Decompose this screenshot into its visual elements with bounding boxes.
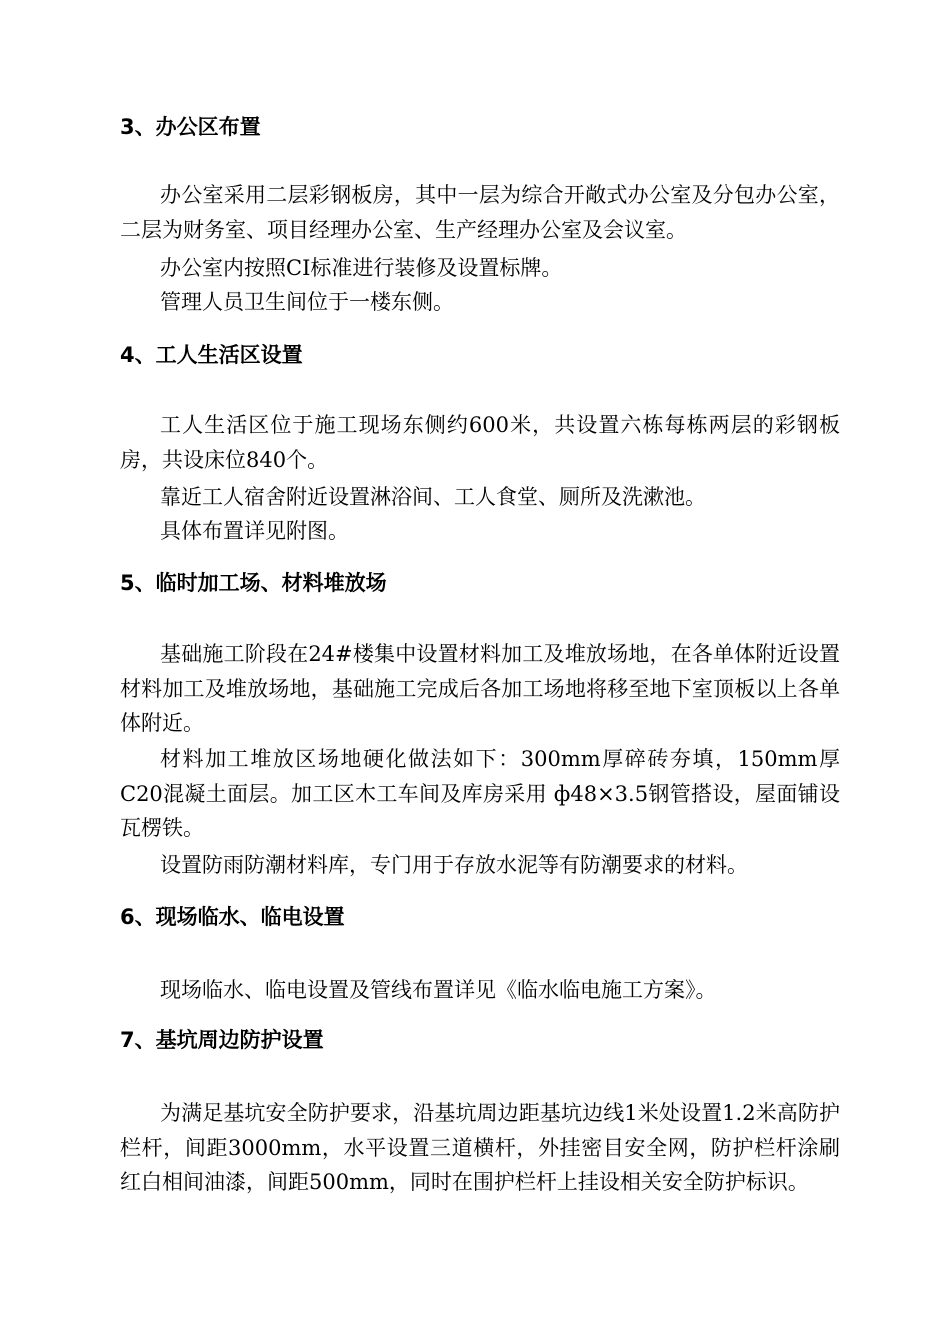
section-4-line-1: 靠近工人宿舍附近设置淋浴间、工人食堂、厕所及洗漱池。	[160, 485, 706, 509]
section-5-line-1: 设置防雨防潮材料库，专门用于存放水泥等有防潮要求的材料。	[160, 853, 748, 877]
section-4-paragraph: 工人生活区位于施工现场东侧约600米，共设置六栋每栋两层的彩钢板房，共设床位840个。	[120, 413, 840, 472]
section-6-heading: 6、现场临水、临电设置	[120, 905, 345, 929]
section-7-paragraph: 为满足基坑安全防护要求，沿基坑周边距基坑边线1米处设置1.2米高防护栏杆，间距3000mm，水平设置三道横杆，外挂密目安全网，防护栏杆涂刷红白相间油漆，间距500mm，同时在围护栏杆上挂设相关安全防护标识。	[120, 1101, 840, 1194]
section-5-paragraph-1: 基础施工阶段在24#楼集中设置材料加工及堆放场地，在各单体附近设置材料加工及堆放场地，基础施工完成后各加工场地将移至地下室顶板以上各单体附近。	[120, 642, 840, 735]
section-5-heading: 5、临时加工场、材料堆放场	[120, 571, 387, 595]
section-3-paragraph: 办公室采用二层彩钢板房，其中一层为综合开敞式办公室及分包办公室，二层为财务室、项目经理办公室、生产经理办公室及会议室。	[120, 183, 840, 242]
section-4-heading: 4、工人生活区设置	[120, 343, 303, 367]
section-3-line-1: 办公室内按照CI标准进行装修及设置标牌。	[160, 256, 563, 280]
section-5-paragraph-2: 材料加工堆放区场地硬化做法如下：300mm厚碎砖夯填，150mm厚C20混凝土面层。加工区木工车间及库房采用 ф48×3.5钢管搭设，屋面铺设瓦楞铁。	[120, 747, 840, 840]
section-6-line-1: 现场临水、临电设置及管线布置详见《临水临电施工方案》。	[160, 978, 717, 1002]
section-3-line-2: 管理人员卫生间位于一楼东侧。	[160, 290, 454, 314]
section-3-heading: 3、办公区布置	[120, 115, 261, 139]
section-7-heading: 7、基坑周边防护设置	[120, 1028, 324, 1052]
section-4-line-2: 具体布置详见附图。	[160, 519, 349, 543]
